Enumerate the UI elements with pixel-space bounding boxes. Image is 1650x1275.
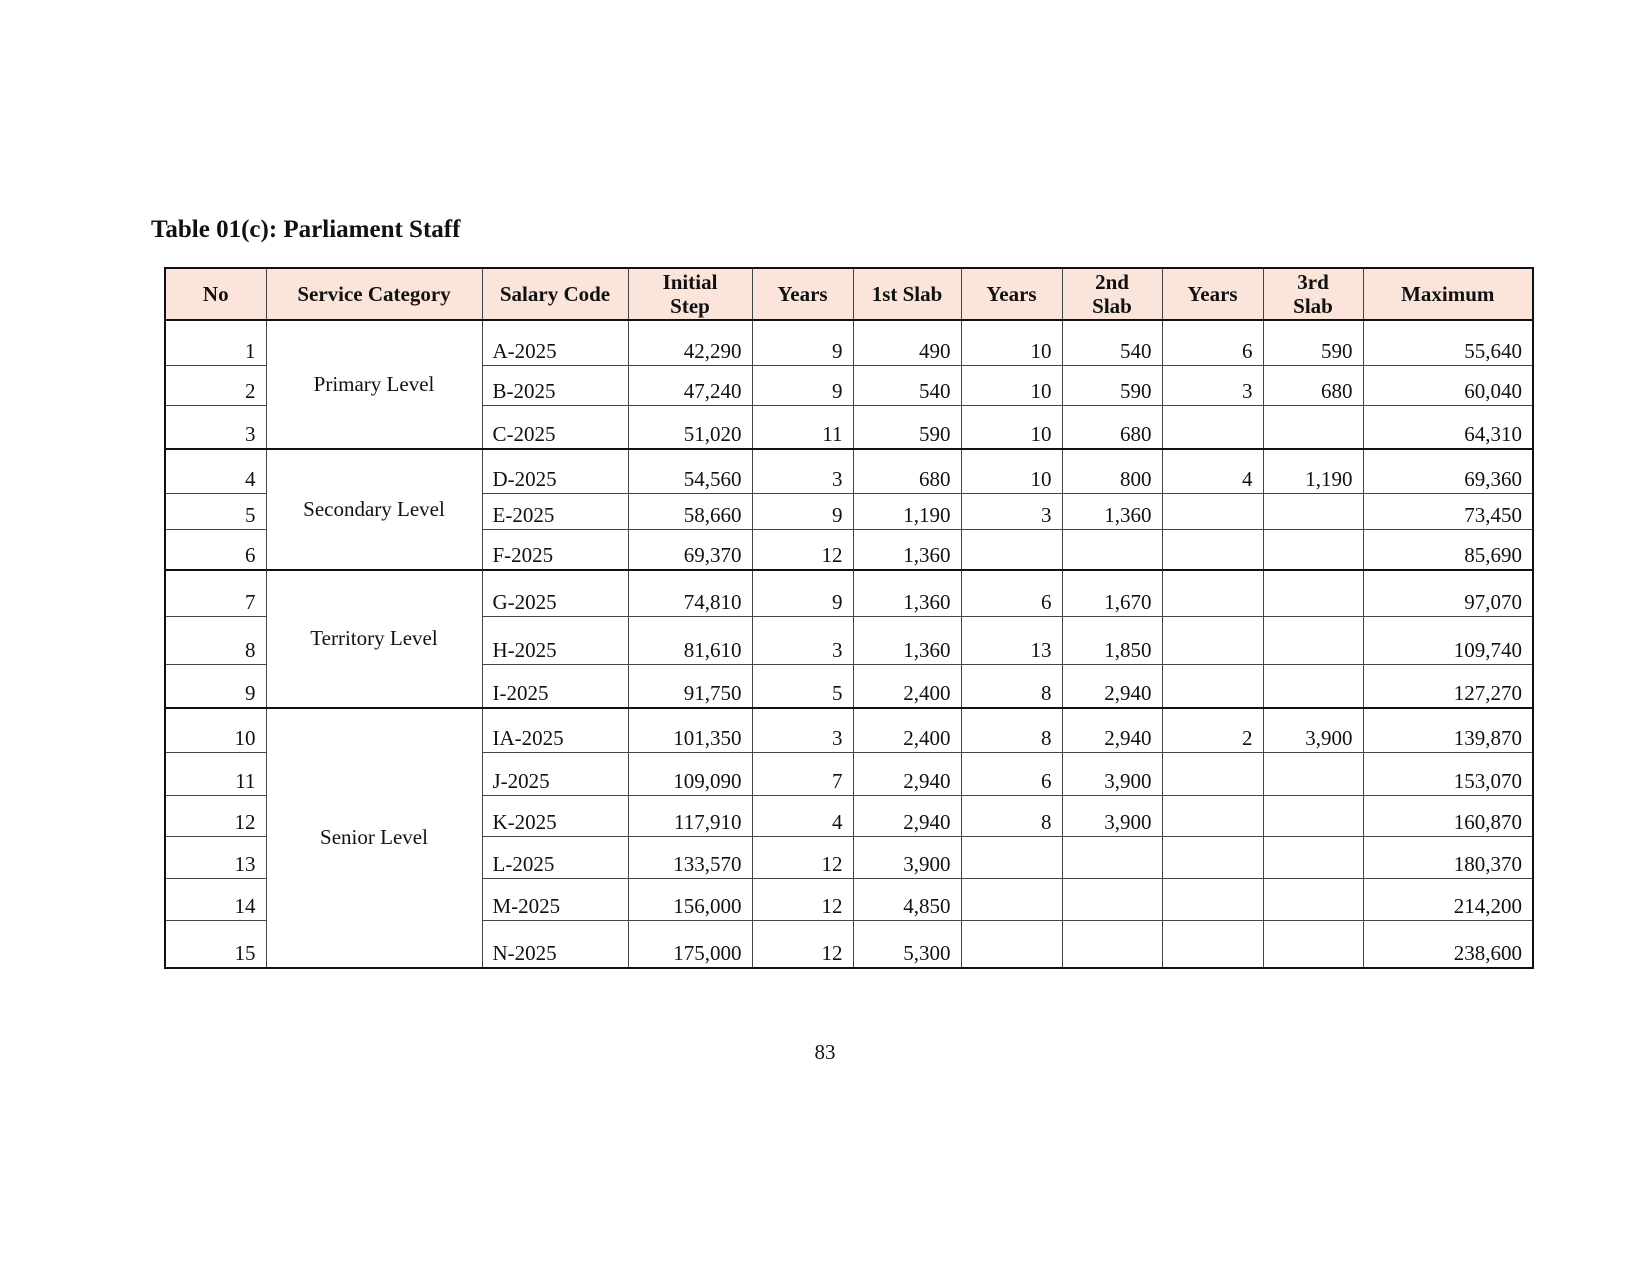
cell-maximum: 109,740 [1363, 616, 1533, 664]
cell-salary-code: M-2025 [482, 878, 628, 920]
cell-years-1: 9 [752, 365, 853, 405]
cell-years-1: 11 [752, 405, 853, 449]
cell-initial-step: 47,240 [628, 365, 752, 405]
cell-service-category: Primary Level [266, 320, 482, 449]
cell-maximum: 139,870 [1363, 708, 1533, 752]
salary-table [164, 267, 1534, 969]
cell-initial-step: 101,350 [628, 708, 752, 752]
cell-3rd-slab [1263, 664, 1363, 708]
cell-salary-code: J-2025 [482, 752, 628, 795]
cell-years-2 [961, 836, 1062, 878]
cell-maximum: 127,270 [1363, 664, 1533, 708]
cell-salary-code: B-2025 [482, 365, 628, 405]
cell-no: 11 [165, 752, 266, 795]
cell-years-1: 12 [752, 878, 853, 920]
cell-years-3 [1162, 920, 1263, 968]
cell-initial-step: 91,750 [628, 664, 752, 708]
cell-years-1: 4 [752, 795, 853, 836]
cell-1st-slab: 1,360 [853, 616, 961, 664]
cell-initial-step: 51,020 [628, 405, 752, 449]
header-salary-code: Salary Code [482, 268, 628, 320]
cell-years-2: 6 [961, 570, 1062, 616]
cell-years-3 [1162, 836, 1263, 878]
cell-3rd-slab: 680 [1263, 365, 1363, 405]
cell-maximum: 85,690 [1363, 529, 1533, 570]
cell-maximum: 73,450 [1363, 493, 1533, 529]
cell-initial-step: 81,610 [628, 616, 752, 664]
header-3rd-slab-line2: Slab [1293, 294, 1333, 318]
header-maximum: Maximum [1363, 268, 1533, 320]
cell-salary-code: K-2025 [482, 795, 628, 836]
header-3rd-slab [1263, 268, 1363, 320]
cell-maximum: 180,370 [1363, 836, 1533, 878]
cell-2nd-slab: 3,900 [1062, 795, 1162, 836]
cell-no: 1 [165, 320, 266, 365]
cell-years-3 [1162, 529, 1263, 570]
header-years-1: Years [752, 268, 853, 320]
cell-years-2: 8 [961, 708, 1062, 752]
cell-years-3: 2 [1162, 708, 1263, 752]
cell-salary-code: D-2025 [482, 449, 628, 493]
cell-initial-step: 133,570 [628, 836, 752, 878]
page-number: 83 [814, 1040, 836, 1064]
cell-salary-code: A-2025 [482, 320, 628, 365]
cell-years-2 [961, 920, 1062, 968]
cell-initial-step: 69,370 [628, 529, 752, 570]
cell-2nd-slab: 540 [1062, 320, 1162, 365]
cell-salary-code: E-2025 [482, 493, 628, 529]
cell-years-2: 10 [961, 449, 1062, 493]
cell-2nd-slab [1062, 529, 1162, 570]
cell-years-3 [1162, 664, 1263, 708]
cell-1st-slab: 2,940 [853, 752, 961, 795]
header-2nd-slab-line1: 2nd [1095, 270, 1129, 294]
header-service-category: Service Category [266, 268, 482, 320]
cell-years-3 [1162, 493, 1263, 529]
cell-1st-slab: 2,400 [853, 664, 961, 708]
header-3rd-slab-line1: 3rd [1297, 270, 1329, 294]
cell-maximum: 238,600 [1363, 920, 1533, 968]
cell-service-category: Territory Level [266, 570, 482, 708]
cell-salary-code: L-2025 [482, 836, 628, 878]
cell-years-2 [961, 529, 1062, 570]
table-body [165, 320, 1533, 968]
cell-2nd-slab: 2,940 [1062, 664, 1162, 708]
cell-maximum: 69,360 [1363, 449, 1533, 493]
cell-3rd-slab [1263, 616, 1363, 664]
cell-3rd-slab: 1,190 [1263, 449, 1363, 493]
cell-1st-slab: 2,940 [853, 795, 961, 836]
cell-years-1: 3 [752, 708, 853, 752]
cell-1st-slab: 540 [853, 365, 961, 405]
header-2nd-slab-line2: Slab [1092, 294, 1132, 318]
table-row [165, 708, 1533, 752]
cell-no: 7 [165, 570, 266, 616]
cell-2nd-slab: 1,360 [1062, 493, 1162, 529]
cell-2nd-slab [1062, 836, 1162, 878]
cell-initial-step: 156,000 [628, 878, 752, 920]
cell-2nd-slab: 2,940 [1062, 708, 1162, 752]
cell-1st-slab: 1,360 [853, 570, 961, 616]
cell-maximum: 60,040 [1363, 365, 1533, 405]
cell-years-3: 6 [1162, 320, 1263, 365]
cell-1st-slab: 4,850 [853, 878, 961, 920]
cell-years-1: 3 [752, 616, 853, 664]
cell-salary-code: C-2025 [482, 405, 628, 449]
cell-no: 14 [165, 878, 266, 920]
cell-maximum: 214,200 [1363, 878, 1533, 920]
cell-1st-slab: 5,300 [853, 920, 961, 968]
header-initial-step-line2: Step [670, 294, 710, 318]
cell-3rd-slab [1263, 878, 1363, 920]
cell-years-1: 9 [752, 570, 853, 616]
cell-years-1: 7 [752, 752, 853, 795]
cell-years-1: 9 [752, 493, 853, 529]
cell-initial-step: 117,910 [628, 795, 752, 836]
cell-3rd-slab [1263, 570, 1363, 616]
table-header-row [165, 268, 1533, 320]
header-no: No [165, 268, 266, 320]
cell-maximum: 153,070 [1363, 752, 1533, 795]
cell-3rd-slab [1263, 795, 1363, 836]
cell-1st-slab: 1,190 [853, 493, 961, 529]
cell-2nd-slab [1062, 920, 1162, 968]
cell-salary-code: N-2025 [482, 920, 628, 968]
cell-initial-step: 74,810 [628, 570, 752, 616]
cell-initial-step: 54,560 [628, 449, 752, 493]
cell-3rd-slab: 590 [1263, 320, 1363, 365]
header-1st-slab: 1st Slab [853, 268, 961, 320]
header-initial-step [628, 268, 752, 320]
cell-2nd-slab: 800 [1062, 449, 1162, 493]
cell-no: 10 [165, 708, 266, 752]
cell-3rd-slab [1263, 836, 1363, 878]
cell-no: 9 [165, 664, 266, 708]
cell-no: 15 [165, 920, 266, 968]
cell-years-2: 13 [961, 616, 1062, 664]
cell-years-3: 3 [1162, 365, 1263, 405]
cell-years-1: 12 [752, 529, 853, 570]
cell-years-2 [961, 878, 1062, 920]
cell-no: 13 [165, 836, 266, 878]
cell-years-3 [1162, 616, 1263, 664]
cell-years-2: 10 [961, 405, 1062, 449]
cell-years-3 [1162, 405, 1263, 449]
cell-initial-step: 58,660 [628, 493, 752, 529]
cell-2nd-slab: 590 [1062, 365, 1162, 405]
cell-1st-slab: 680 [853, 449, 961, 493]
header-years-2: Years [961, 268, 1062, 320]
cell-3rd-slab [1263, 752, 1363, 795]
header-2nd-slab [1062, 268, 1162, 320]
cell-3rd-slab [1263, 920, 1363, 968]
cell-years-3 [1162, 878, 1263, 920]
cell-years-1: 5 [752, 664, 853, 708]
cell-salary-code: IA-2025 [482, 708, 628, 752]
table-row [165, 320, 1533, 365]
cell-years-1: 3 [752, 449, 853, 493]
cell-salary-code: G-2025 [482, 570, 628, 616]
cell-initial-step: 109,090 [628, 752, 752, 795]
cell-years-3 [1162, 795, 1263, 836]
cell-salary-code: F-2025 [482, 529, 628, 570]
cell-salary-code: I-2025 [482, 664, 628, 708]
header-initial-step-line1: Initial [662, 270, 718, 294]
cell-3rd-slab [1263, 529, 1363, 570]
cell-years-2: 8 [961, 795, 1062, 836]
cell-initial-step: 175,000 [628, 920, 752, 968]
cell-2nd-slab: 3,900 [1062, 752, 1162, 795]
cell-1st-slab: 490 [853, 320, 961, 365]
cell-no: 2 [165, 365, 266, 405]
page-title: Table 01(c): Parliament Staff [151, 216, 461, 243]
cell-3rd-slab [1263, 493, 1363, 529]
cell-2nd-slab: 1,850 [1062, 616, 1162, 664]
table-row [165, 449, 1533, 493]
cell-3rd-slab: 3,900 [1263, 708, 1363, 752]
cell-maximum: 97,070 [1363, 570, 1533, 616]
cell-no: 6 [165, 529, 266, 570]
cell-no: 4 [165, 449, 266, 493]
cell-no: 3 [165, 405, 266, 449]
cell-1st-slab: 3,900 [853, 836, 961, 878]
cell-years-2: 10 [961, 365, 1062, 405]
cell-years-2: 3 [961, 493, 1062, 529]
cell-years-1: 12 [752, 836, 853, 878]
cell-maximum: 160,870 [1363, 795, 1533, 836]
cell-no: 5 [165, 493, 266, 529]
cell-salary-code: H-2025 [482, 616, 628, 664]
cell-years-2: 8 [961, 664, 1062, 708]
cell-maximum: 55,640 [1363, 320, 1533, 365]
header-years-3: Years [1162, 268, 1263, 320]
cell-2nd-slab [1062, 878, 1162, 920]
cell-initial-step: 42,290 [628, 320, 752, 365]
cell-no: 8 [165, 616, 266, 664]
cell-service-category: Secondary Level [266, 449, 482, 570]
cell-1st-slab: 1,360 [853, 529, 961, 570]
cell-2nd-slab: 1,670 [1062, 570, 1162, 616]
cell-2nd-slab: 680 [1062, 405, 1162, 449]
table-row [165, 570, 1533, 616]
cell-years-1: 9 [752, 320, 853, 365]
cell-years-1: 12 [752, 920, 853, 968]
cell-3rd-slab [1263, 405, 1363, 449]
cell-1st-slab: 590 [853, 405, 961, 449]
cell-years-3: 4 [1162, 449, 1263, 493]
cell-maximum: 64,310 [1363, 405, 1533, 449]
cell-1st-slab: 2,400 [853, 708, 961, 752]
cell-years-2: 6 [961, 752, 1062, 795]
cell-years-3 [1162, 570, 1263, 616]
cell-service-category: Senior Level [266, 708, 482, 968]
cell-years-3 [1162, 752, 1263, 795]
cell-years-2: 10 [961, 320, 1062, 365]
cell-no: 12 [165, 795, 266, 836]
